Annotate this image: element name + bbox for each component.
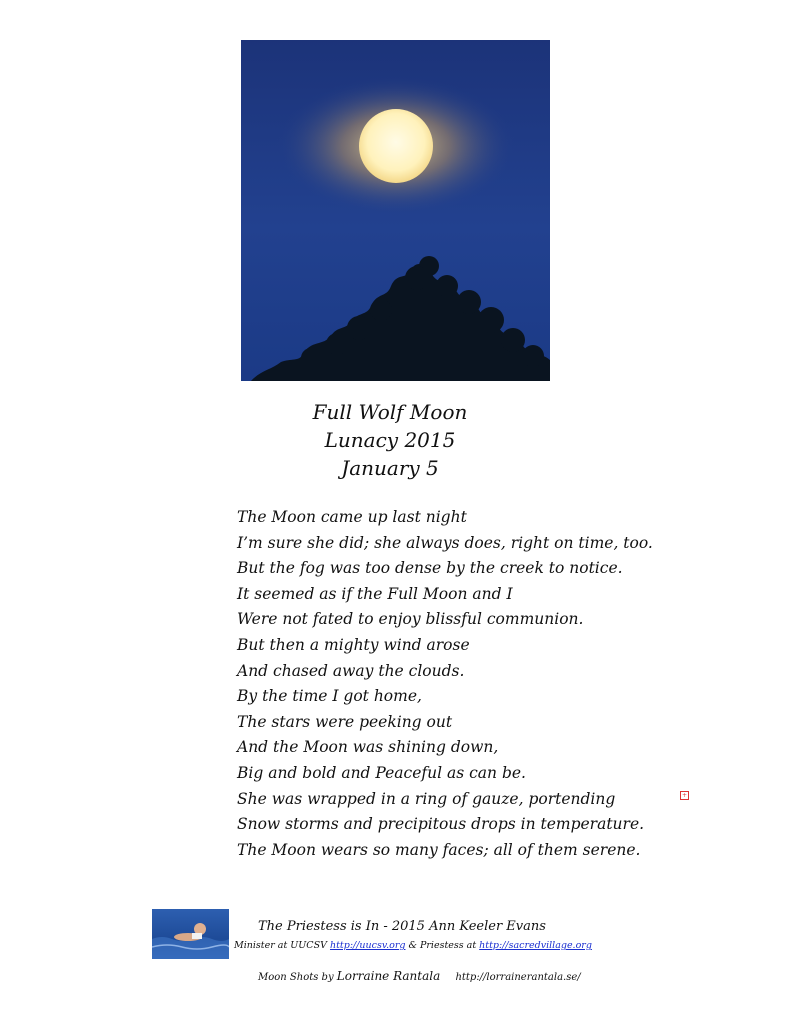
photographer-url[interactable]: http://lorrainerantala.se/: [455, 972, 581, 983]
title-line-2: Lunacy 2015: [324, 428, 456, 452]
photo-prefix: Moon Shots by: [258, 972, 334, 983]
poem-line: But then a mighty wind arose: [237, 635, 470, 654]
poem-body: [237, 505, 677, 863]
photographer-name: Lorraine Rantala: [336, 969, 441, 983]
poem-line: And the Moon was shining down,: [237, 738, 499, 757]
swimmer-photo: [152, 909, 229, 959]
moon-photo: [241, 40, 550, 381]
poem-line: But the fog was too dense by the creek to notice.: [237, 559, 623, 578]
uucsv-link[interactable]: http://uucsv.org: [329, 940, 406, 951]
poem-title: [280, 398, 500, 482]
poem-line: The stars were peeking out: [237, 712, 453, 731]
poem-line: I’m sure she did; she always does, right on time, too.: [237, 533, 653, 552]
poem-line: And chased away the clouds.: [237, 661, 465, 680]
poem-line: It seemed as if the Full Moon and I: [237, 584, 513, 603]
poem-line: Snow storms and precipitous drops in temperature.: [237, 815, 645, 834]
poem-line: The Moon wears so many faces; all of them serene.: [237, 840, 641, 859]
poem-line: Big and bold and Peaceful as can be.: [237, 763, 526, 782]
credit-author: The Priestess is In - 2015 Ann Keeler Evans: [258, 919, 546, 934]
credit-photographer: [258, 969, 581, 983]
affiliation-prefix: Minister at UUCSV: [234, 940, 327, 951]
title-line-1: Full Wolf Moon: [312, 400, 468, 424]
title-line-3: January 5: [341, 456, 439, 480]
poem-line: The Moon came up last night: [237, 508, 467, 526]
poem-line: By the time I got home,: [237, 687, 422, 706]
poem-line: She was wrapped in a ring of gauze, portending: [237, 789, 616, 808]
sacredvillage-link[interactable]: http://sacredvillage.org: [479, 940, 592, 951]
plus-marker-icon[interactable]: +: [681, 792, 688, 799]
credit-affiliations: [234, 940, 592, 951]
affiliation-mid: & Priestess at: [408, 940, 477, 951]
poem-line: Were not fated to enjoy blissful communion.: [237, 610, 584, 629]
